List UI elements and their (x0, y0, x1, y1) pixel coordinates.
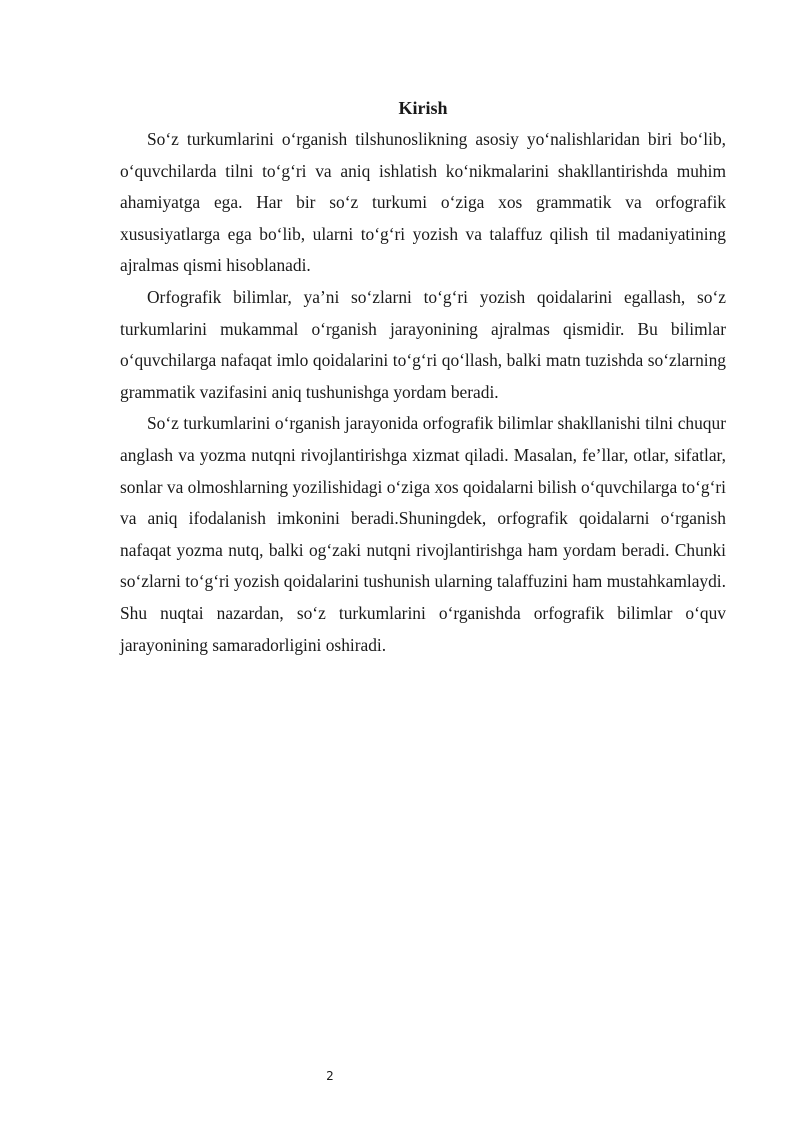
page-number: 2 (326, 1069, 334, 1083)
paragraph-3: So‘z turkumlarini o‘rganish jarayonida orfografik bilimlar shakllanishi tilni chuqur anglash va yozma nutqni rivojlantirishga xizmat qiladi. Masalan, fe’llar, otlar, sifatlar, sonlar va olmoshlarning yozilishidagi o‘ziga xos qoidalarni bilish o‘quvchilarga to‘g‘ri va aniq ifodalanish imkonini beradi.Shuningdek, orfografik qoidalarni o‘rganish nafaqat yozma nutq, balki og‘zaki nutqni rivojlantirishga ham yordam beradi. Chunki so‘zlarni to‘g‘ri yozish qoidalarini tushunish ularning talaffuzini ham mustahkamlaydi. Shu nuqtai nazardan, so‘z turkumlarini o‘rganishda orfografik bilimlar o‘quv jarayonining samaradorligini oshiradi. (120, 413, 726, 655)
paragraph-1: So‘z turkumlarini o‘rganish tilshunoslikning asosiy yo‘nalishlaridan biri bo‘lib, o‘quvchilarda tilni to‘g‘ri va aniq ishlatish ko‘nikmalarini shakllantirishda muhim ahamiyatga ega. Har bir so‘z turkumi o‘ziga xos grammatik va orfografik xususiyatlarga ega bo‘lib, ularni to‘g‘ri yozish va talaffuz qilish til madaniyatining ajralmas qismi hisoblanadi. (120, 129, 726, 276)
paragraph-2: Orfografik bilimlar, ya’ni so‘zlarni to‘g‘ri yozish qoidalarini egallash, so‘z turkumlarini mukammal o‘rganish jarayonining ajralmas qismidir. Bu bilimlar o‘quvchilarga nafaqat imlo qoidalarini to‘g‘ri qo‘llash, balki matn tuzishda so‘zlarning grammatik vazifasini aniq tushunishga yordam beradi. (120, 286, 726, 402)
document-body (120, 124, 726, 661)
section-heading: Kirish (398, 98, 448, 118)
